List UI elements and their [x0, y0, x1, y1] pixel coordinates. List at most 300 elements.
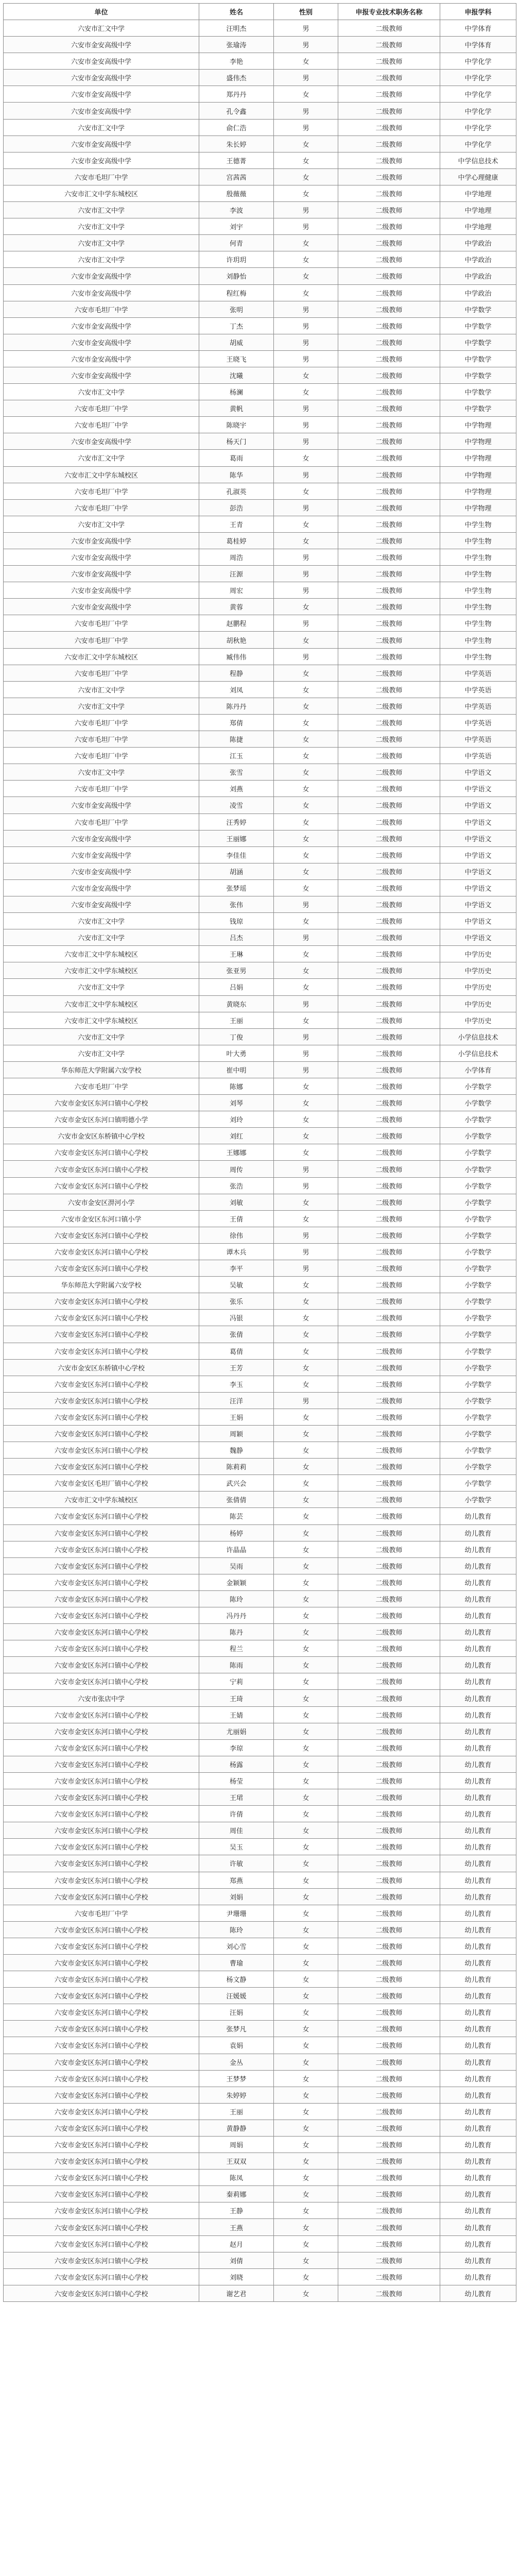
unit-cell: 六安市金安区毛坦厂镇中心学校 — [4, 1475, 199, 1492]
subject-cell: 幼儿教育 — [440, 1657, 516, 1673]
unit-cell: 六安市金安区东河口镇中心学校 — [4, 1574, 199, 1590]
subject-cell: 小学数学 — [440, 1475, 516, 1492]
gender-cell: 男 — [274, 1243, 338, 1260]
title-cell: 二级教师 — [338, 1789, 440, 1806]
title-cell: 二级教师 — [338, 20, 440, 37]
table-row — [4, 1872, 516, 1888]
gender-cell: 女 — [274, 632, 338, 648]
title-cell: 二级教师 — [338, 284, 440, 301]
gender-cell: 女 — [274, 714, 338, 731]
table-row — [4, 1524, 516, 1541]
title-cell: 二级教师 — [338, 1954, 440, 1971]
gender-cell: 女 — [274, 1359, 338, 1376]
subject-cell: 中学数学 — [440, 350, 516, 367]
subject-cell: 幼儿教育 — [440, 2235, 516, 2252]
name-cell: 张浩 — [199, 1177, 274, 1194]
name-cell: 王倩 — [199, 1210, 274, 1227]
subject-cell: 小学数学 — [440, 1376, 516, 1392]
name-cell: 汪媛媛 — [199, 1988, 274, 2004]
unit-cell: 六安市金安高级中学 — [4, 549, 199, 566]
name-cell: 周宏 — [199, 582, 274, 599]
subject-cell: 幼儿教育 — [440, 2186, 516, 2202]
name-cell: 崔中明 — [199, 1061, 274, 1078]
subject-cell: 小学数学 — [440, 1293, 516, 1310]
title-cell: 二级教师 — [338, 152, 440, 168]
name-cell: 谭木兵 — [199, 1243, 274, 1260]
name-cell: 张明 — [199, 301, 274, 317]
table-row — [4, 797, 516, 814]
name-cell: 张雪 — [199, 764, 274, 781]
table-row — [4, 2235, 516, 2252]
unit-cell: 六安市金安区东河口镇中心学校 — [4, 2004, 199, 2021]
gender-cell: 女 — [274, 2202, 338, 2219]
title-cell: 二级教师 — [338, 1475, 440, 1492]
name-cell: 宁莉 — [199, 1673, 274, 1690]
subject-cell: 幼儿教育 — [440, 1954, 516, 1971]
table-row — [4, 235, 516, 251]
unit-cell: 六安市金安区东河口镇中心学校 — [4, 1789, 199, 1806]
gender-cell: 女 — [274, 1541, 338, 1557]
name-cell: 丁俊 — [199, 1028, 274, 1045]
table-row — [4, 20, 516, 37]
title-cell: 二级教师 — [338, 797, 440, 814]
table-row — [4, 1839, 516, 1855]
title-cell: 二级教师 — [338, 1574, 440, 1590]
title-cell: 二级教师 — [338, 1524, 440, 1541]
gender-cell: 女 — [274, 152, 338, 168]
title-cell: 二级教师 — [338, 384, 440, 400]
name-cell: 汪洋 — [199, 1392, 274, 1409]
name-cell: 陈芸 — [199, 1508, 274, 1524]
subject-cell: 中学历史 — [440, 995, 516, 1012]
gender-cell: 男 — [274, 499, 338, 516]
table-row — [4, 879, 516, 896]
title-cell: 二级教师 — [338, 1277, 440, 1293]
title-cell: 二级教师 — [338, 830, 440, 846]
gender-cell: 女 — [274, 1739, 338, 1756]
unit-cell: 六安市汇文中学东城校区 — [4, 1012, 199, 1028]
title-cell: 二级教师 — [338, 135, 440, 152]
table-row — [4, 1673, 516, 1690]
name-cell: 刘红 — [199, 1128, 274, 1144]
gender-cell: 女 — [274, 1111, 338, 1128]
name-cell: 葛雨 — [199, 450, 274, 466]
name-cell: 王珺 — [199, 1789, 274, 1806]
title-cell: 二级教师 — [338, 962, 440, 979]
title-cell: 二级教师 — [338, 748, 440, 764]
unit-cell: 六安市金安区东河口镇中心学校 — [4, 1409, 199, 1425]
name-cell: 周传 — [199, 1161, 274, 1177]
title-cell: 二级教师 — [338, 929, 440, 946]
gender-cell: 女 — [274, 2004, 338, 2021]
gender-cell: 女 — [274, 2054, 338, 2070]
title-cell: 二级教师 — [338, 896, 440, 912]
title-cell: 二级教师 — [338, 1028, 440, 1045]
title-cell: 二级教师 — [338, 2186, 440, 2202]
title-cell: 二级教师 — [338, 1673, 440, 1690]
unit-cell: 六安市金安高级中学 — [4, 103, 199, 119]
subject-cell: 幼儿教育 — [440, 2285, 516, 2301]
name-cell: 刘敏 — [199, 1194, 274, 1210]
subject-cell: 小学数学 — [440, 1326, 516, 1343]
table-row — [4, 1971, 516, 1988]
teacher-list-sheet — [3, 3, 516, 2302]
unit-cell: 六安市金安高级中学 — [4, 830, 199, 846]
unit-cell: 六安市汇文中学 — [4, 20, 199, 37]
gender-cell: 女 — [274, 814, 338, 830]
gender-cell: 女 — [274, 1144, 338, 1161]
name-cell: 王娟 — [199, 1409, 274, 1425]
gender-cell: 女 — [274, 168, 338, 185]
unit-cell: 六安市金安区东河口镇中心学校 — [4, 2120, 199, 2136]
gender-cell: 女 — [274, 251, 338, 268]
unit-cell: 六安市金安区东河口镇中心学校 — [4, 2268, 199, 2285]
subject-cell: 中学物理 — [440, 483, 516, 499]
unit-cell: 六安市张店中学 — [4, 1690, 199, 1706]
unit-cell: 六安市汇文中学 — [4, 979, 199, 995]
subject-cell: 中学数学 — [440, 334, 516, 350]
title-cell: 二级教师 — [338, 1855, 440, 1872]
subject-cell: 幼儿教育 — [440, 2202, 516, 2219]
unit-cell: 六安市金安高级中学 — [4, 896, 199, 912]
title-cell: 二级教师 — [338, 1905, 440, 1921]
name-cell: 王德菁 — [199, 152, 274, 168]
table-row — [4, 764, 516, 781]
table-row — [4, 1624, 516, 1640]
gender-cell: 女 — [274, 1954, 338, 1971]
unit-cell: 六安市毛坦厂中学 — [4, 632, 199, 648]
title-cell: 二级教师 — [338, 2235, 440, 2252]
table-row — [4, 1442, 516, 1459]
gender-cell: 女 — [274, 1376, 338, 1392]
unit-cell: 六安市毛坦厂中学 — [4, 301, 199, 317]
gender-cell: 男 — [274, 202, 338, 218]
table-row — [4, 119, 516, 135]
unit-cell: 六安市金安高级中学 — [4, 152, 199, 168]
subject-cell: 中学政治 — [440, 284, 516, 301]
title-cell: 二级教师 — [338, 879, 440, 896]
subject-cell: 中学语文 — [440, 830, 516, 846]
subject-cell: 幼儿教育 — [440, 2170, 516, 2186]
name-cell: 尹珊珊 — [199, 1905, 274, 1921]
name-cell: 郑丹丹 — [199, 86, 274, 103]
table-row — [4, 1557, 516, 1574]
name-cell: 陈莉莉 — [199, 1459, 274, 1475]
gender-cell: 女 — [274, 2021, 338, 2037]
table-row — [4, 648, 516, 665]
gender-cell: 男 — [274, 37, 338, 53]
name-cell: 盛伟杰 — [199, 70, 274, 86]
unit-cell: 六安市汇文中学东城校区 — [4, 962, 199, 979]
unit-cell: 六安市金安区东河口镇中心学校 — [4, 1723, 199, 1739]
table-row — [4, 317, 516, 334]
subject-cell: 幼儿教育 — [440, 1524, 516, 1541]
name-cell: 赵月 — [199, 2235, 274, 2252]
unit-cell: 六安市金安区东河口镇中心学校 — [4, 1177, 199, 1194]
table-row — [4, 2087, 516, 2103]
gender-cell: 女 — [274, 2252, 338, 2268]
unit-cell: 六安市金安高级中学 — [4, 284, 199, 301]
subject-cell: 幼儿教育 — [440, 1723, 516, 1739]
unit-cell: 六安市汇文中学 — [4, 384, 199, 400]
table-row — [4, 1492, 516, 1508]
gender-cell: 男 — [274, 433, 338, 450]
table-row — [4, 400, 516, 417]
subject-cell: 幼儿教育 — [440, 1706, 516, 1723]
table-row — [4, 1905, 516, 1921]
gender-cell: 女 — [274, 2268, 338, 2285]
title-cell: 二级教师 — [338, 1061, 440, 1078]
name-cell: 金颖颖 — [199, 1574, 274, 1590]
name-cell: 臧伟伟 — [199, 648, 274, 665]
name-cell: 张乐 — [199, 1293, 274, 1310]
unit-cell: 六安市金安区东河口镇中心学校 — [4, 2087, 199, 2103]
subject-cell: 中学物理 — [440, 417, 516, 433]
unit-cell: 六安市金安区东河口镇中心学校 — [4, 1343, 199, 1359]
gender-cell: 女 — [274, 781, 338, 797]
name-cell: 朱婷婷 — [199, 2087, 274, 2103]
title-cell: 二级教师 — [338, 103, 440, 119]
gender-cell: 女 — [274, 1475, 338, 1492]
table-row — [4, 896, 516, 912]
table-row — [4, 1177, 516, 1194]
title-cell: 二级教师 — [338, 1938, 440, 1954]
name-cell: 孔淑英 — [199, 483, 274, 499]
gender-cell: 女 — [274, 1128, 338, 1144]
unit-cell: 六安市汇文中学 — [4, 1045, 199, 1061]
subject-cell: 幼儿教育 — [440, 2268, 516, 2285]
table-row — [4, 218, 516, 235]
unit-cell: 六安市金安区东河口镇中心学校 — [4, 1657, 199, 1673]
unit-cell: 六安市金安区东河口镇中心学校 — [4, 1772, 199, 1789]
unit-cell: 六安市金安区东河口镇中心学校 — [4, 2037, 199, 2054]
table-row — [4, 748, 516, 764]
table-row — [4, 37, 516, 53]
gender-cell: 女 — [274, 1326, 338, 1343]
subject-cell: 幼儿教育 — [440, 1739, 516, 1756]
name-cell: 汪源 — [199, 566, 274, 582]
unit-cell: 六安市金安高级中学 — [4, 863, 199, 879]
title-cell: 二级教师 — [338, 1227, 440, 1243]
gender-cell: 女 — [274, 2285, 338, 2301]
gender-cell: 女 — [274, 1971, 338, 1988]
gender-cell: 男 — [274, 350, 338, 367]
name-cell: 刘心雪 — [199, 1938, 274, 1954]
title-cell: 二级教师 — [338, 334, 440, 350]
subject-cell: 幼儿教育 — [440, 1756, 516, 1772]
unit-cell: 六安市金安区东河口镇中心学校 — [4, 2070, 199, 2087]
subject-cell: 小学数学 — [440, 1161, 516, 1177]
subject-cell: 幼儿教育 — [440, 1822, 516, 1839]
table-row — [4, 1640, 516, 1657]
unit-cell: 六安市汇文中学 — [4, 516, 199, 532]
table-row — [4, 1376, 516, 1392]
header-unit: 单位 — [4, 4, 199, 20]
subject-cell: 中学体育 — [440, 37, 516, 53]
unit-cell: 六安市金安区东河口镇中心学校 — [4, 1541, 199, 1557]
title-cell: 二级教师 — [338, 1343, 440, 1359]
title-cell: 二级教师 — [338, 1822, 440, 1839]
name-cell: 朱长婷 — [199, 135, 274, 152]
subject-cell: 小学数学 — [440, 1310, 516, 1326]
name-cell: 汪娟 — [199, 2004, 274, 2021]
subject-cell: 中学数学 — [440, 301, 516, 317]
table-row — [4, 350, 516, 367]
table-row — [4, 450, 516, 466]
table-row — [4, 731, 516, 748]
gender-cell: 女 — [274, 1855, 338, 1872]
title-cell: 二级教师 — [338, 1260, 440, 1277]
title-cell: 二级教师 — [338, 2170, 440, 2186]
subject-cell: 中学生物 — [440, 615, 516, 632]
unit-cell: 六安市金安高级中学 — [4, 135, 199, 152]
unit-cell: 六安市金安区东河口镇中心学校 — [4, 1706, 199, 1723]
subject-cell: 幼儿教育 — [440, 1557, 516, 1574]
subject-cell: 中学生物 — [440, 566, 516, 582]
unit-cell: 六安市金安区东河口镇中心学校 — [4, 1243, 199, 1260]
table-row — [4, 1045, 516, 1061]
title-cell: 二级教师 — [338, 1723, 440, 1739]
gender-cell: 男 — [274, 317, 338, 334]
name-cell: 王丽 — [199, 1012, 274, 1028]
title-cell: 二级教师 — [338, 466, 440, 483]
name-cell: 吕娟 — [199, 979, 274, 995]
subject-cell: 幼儿教育 — [440, 2219, 516, 2235]
title-cell: 二级教师 — [338, 1590, 440, 1607]
table-row — [4, 1541, 516, 1557]
table-row — [4, 1277, 516, 1293]
unit-cell: 六安市金安高级中学 — [4, 367, 199, 383]
table-row — [4, 1210, 516, 1227]
subject-cell: 幼儿教育 — [440, 1988, 516, 2004]
gender-cell: 女 — [274, 797, 338, 814]
gender-cell: 男 — [274, 995, 338, 1012]
title-cell: 二级教师 — [338, 1376, 440, 1392]
gender-cell: 女 — [274, 1078, 338, 1095]
unit-cell: 六安市金安高级中学 — [4, 879, 199, 896]
title-cell: 二级教师 — [338, 2021, 440, 2037]
title-cell: 二级教师 — [338, 2268, 440, 2285]
subject-cell: 中学语文 — [440, 896, 516, 912]
name-cell: 冯丹丹 — [199, 1607, 274, 1624]
name-cell: 葛倩 — [199, 1343, 274, 1359]
title-cell: 二级教师 — [338, 532, 440, 549]
unit-cell: 六安市金安高级中学 — [4, 566, 199, 582]
subject-cell: 中学化学 — [440, 86, 516, 103]
table-row — [4, 152, 516, 168]
unit-cell: 六安市汇文中学 — [4, 929, 199, 946]
title-cell: 二级教师 — [338, 1425, 440, 1442]
title-cell: 二级教师 — [338, 516, 440, 532]
unit-cell: 六安市金安区东河口镇中心学校 — [4, 1161, 199, 1177]
table-row — [4, 1954, 516, 1971]
name-cell: 吴敏 — [199, 1277, 274, 1293]
unit-cell: 六安市毛坦厂中学 — [4, 1905, 199, 1921]
gender-cell: 女 — [274, 1557, 338, 1574]
title-cell: 二级教师 — [338, 1012, 440, 1028]
title-cell: 二级教师 — [338, 2070, 440, 2087]
subject-cell: 小学数学 — [440, 1409, 516, 1425]
header-gender: 性别 — [274, 4, 338, 20]
subject-cell: 小学数学 — [440, 1243, 516, 1260]
gender-cell: 男 — [274, 1227, 338, 1243]
subject-cell: 中学语文 — [440, 863, 516, 879]
title-cell: 二级教师 — [338, 1078, 440, 1095]
subject-cell: 中学英语 — [440, 731, 516, 748]
table-row — [4, 202, 516, 218]
table-header-row — [4, 4, 516, 20]
unit-cell: 六安市汇文中学 — [4, 218, 199, 235]
name-cell: 王琦 — [199, 1690, 274, 1706]
title-cell: 二级教师 — [338, 450, 440, 466]
subject-cell: 幼儿教育 — [440, 1971, 516, 1988]
title-cell: 二级教师 — [338, 1459, 440, 1475]
subject-cell: 中学地理 — [440, 218, 516, 235]
subject-cell: 小学数学 — [440, 1144, 516, 1161]
name-cell: 张倩倩 — [199, 1492, 274, 1508]
title-cell: 二级教师 — [338, 1442, 440, 1459]
table-row — [4, 1409, 516, 1425]
gender-cell: 男 — [274, 466, 338, 483]
table-row — [4, 135, 516, 152]
gender-cell: 女 — [274, 1343, 338, 1359]
title-cell: 二级教师 — [338, 235, 440, 251]
name-cell: 程静 — [199, 665, 274, 681]
title-cell: 二级教师 — [338, 1624, 440, 1640]
gender-cell: 女 — [274, 2103, 338, 2120]
unit-cell: 六安市金安区东河口镇小学 — [4, 1210, 199, 1227]
subject-cell: 中学语文 — [440, 913, 516, 929]
subject-cell: 幼儿教育 — [440, 2120, 516, 2136]
subject-cell: 中学语文 — [440, 846, 516, 863]
gender-cell: 女 — [274, 2037, 338, 2054]
title-cell: 二级教师 — [338, 1161, 440, 1177]
subject-cell: 中学生物 — [440, 516, 516, 532]
subject-cell: 幼儿教育 — [440, 1772, 516, 1789]
title-cell: 二级教师 — [338, 1839, 440, 1855]
unit-cell: 六安市金安区东河口镇中心学校 — [4, 1524, 199, 1541]
unit-cell: 六安市毛坦厂中学 — [4, 714, 199, 731]
name-cell: 陈玲 — [199, 1921, 274, 1938]
unit-cell: 六安市汇文中学 — [4, 913, 199, 929]
subject-cell: 中学物理 — [440, 450, 516, 466]
title-cell: 二级教师 — [338, 599, 440, 615]
name-cell: 江玉 — [199, 748, 274, 764]
subject-cell: 幼儿教育 — [440, 1508, 516, 1524]
gender-cell: 女 — [274, 2170, 338, 2186]
table-row — [4, 2103, 516, 2120]
gender-cell: 女 — [274, 846, 338, 863]
subject-cell: 中学政治 — [440, 268, 516, 284]
unit-cell: 六安市毛坦厂中学 — [4, 499, 199, 516]
title-cell: 二级教师 — [338, 1310, 440, 1326]
subject-cell: 中学数学 — [440, 400, 516, 417]
gender-cell: 女 — [274, 1938, 338, 1954]
title-cell: 二级教师 — [338, 168, 440, 185]
header-name: 姓名 — [199, 4, 274, 20]
subject-cell: 中学物理 — [440, 466, 516, 483]
unit-cell: 六安市金安区东河口镇中心学校 — [4, 1921, 199, 1938]
table-row — [4, 681, 516, 698]
subject-cell: 中学英语 — [440, 665, 516, 681]
title-cell: 二级教师 — [338, 1541, 440, 1557]
title-cell: 二级教师 — [338, 1194, 440, 1210]
title-cell: 二级教师 — [338, 2137, 440, 2153]
name-cell: 刘燕 — [199, 781, 274, 797]
subject-cell: 中学英语 — [440, 714, 516, 731]
name-cell: 张梦瑶 — [199, 879, 274, 896]
title-cell: 二级教师 — [338, 681, 440, 698]
